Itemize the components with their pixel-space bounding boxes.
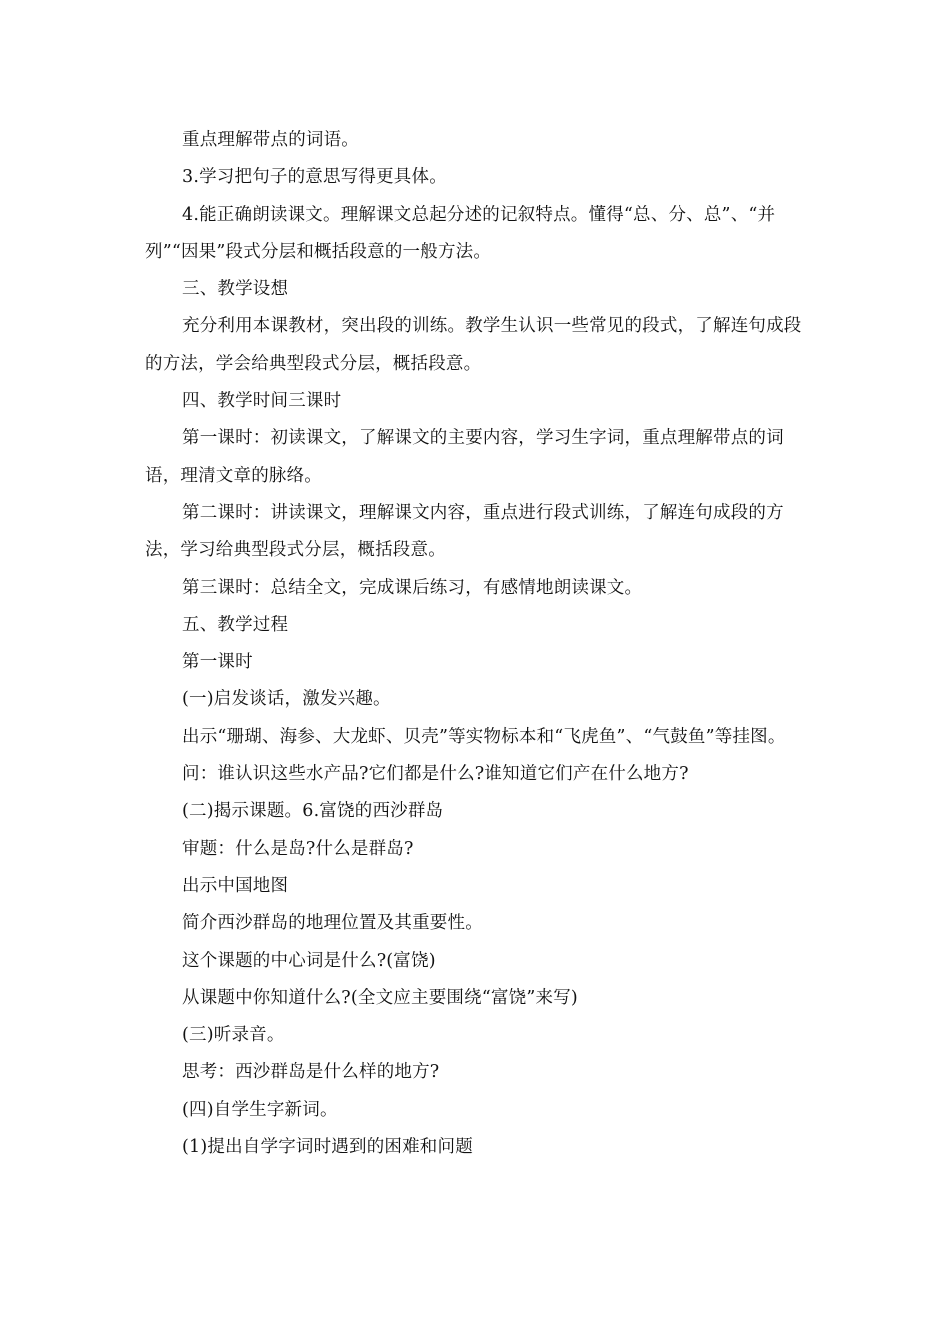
section-heading-5: 五、教学过程	[182, 614, 289, 635]
paragraph-13: 出示“珊瑚、海参、大龙虾、贝壳”等实物标本和“飞虎鱼”、“气鼓鱼”等挂图。	[182, 726, 786, 747]
lesson-heading-1: 第一课时	[182, 652, 253, 673]
paragraph-18: 简介西沙群岛的地理位置及其重要性。	[182, 913, 483, 934]
paragraph-17: 出示中国地图	[182, 875, 289, 896]
document-body	[145, 122, 810, 1166]
paragraph-19: 这个课题的中心词是什么?(富饶)	[182, 950, 436, 971]
paragraph-16: 审题：什么是岛?什么是群岛?	[182, 838, 414, 859]
paragraph-9: 第三课时：总结全文，完成课后练习，有感情地朗读课文。	[182, 577, 643, 598]
paragraph-15: (二)揭示课题。6.富饶的西沙群岛	[182, 801, 444, 822]
paragraph-8: 第二课时：讲读课文，理解课文内容，重点进行段式训练，了解连句成段的方法，学习给典型段式分层，概括段意。	[145, 502, 784, 561]
section-heading-3: 三、教学设想	[182, 279, 289, 300]
paragraph-12: (一)启发谈话，激发兴趣。	[182, 689, 391, 710]
paragraph-1: 重点理解带点的词语。	[182, 130, 359, 150]
paragraph-20: 从课题中你知道什么?(全文应主要围绕“富饶”来写)	[182, 987, 578, 1008]
paragraph-2: 3.学习把句子的意思写得更具体。	[182, 167, 447, 188]
paragraph-14: 问：谁认识这些水产品?它们都是什么?谁知道它们产在什么地方?	[182, 764, 689, 785]
paragraph-5: 充分利用本课教材，突出段的训练。教学生认识一些常见的段式，了解连句成段的方法，学会给典型段式分层，概括段意。	[145, 316, 802, 374]
paragraph-23: (四)自学生字新词。	[182, 1099, 338, 1120]
paragraph-22: 思考：西沙群岛是什么样的地方?	[182, 1062, 440, 1083]
paragraph-7: 第一课时：初读课文，了解课文的主要内容，学习生字词，重点理解带点的词语，理清文章的脉络。	[145, 428, 784, 486]
section-heading-4: 四、教学时间三课时	[182, 391, 342, 412]
paragraph-21: (三)听录音。	[182, 1025, 285, 1046]
paragraph-3: 4.能正确朗读课文。理解课文总起分述的记叙特点。懂得“总、分、总”、“并列”“因果”段式分层和概括段意的一般方法。	[145, 204, 776, 262]
paragraph-24: (1)提出自学字词时遇到的困难和问题	[182, 1137, 473, 1158]
